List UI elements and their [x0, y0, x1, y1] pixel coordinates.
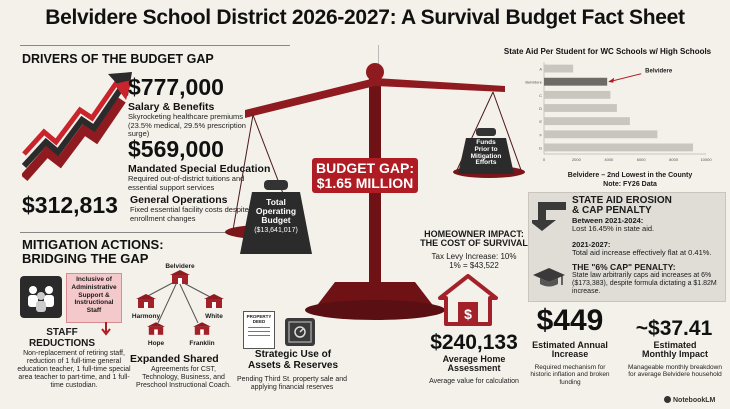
chart-tick-label: 10000 [700, 157, 712, 162]
budget-gap-line2: $1.65 MILLION [316, 174, 414, 191]
chart-category-label: Belvidere [525, 79, 542, 85]
staff-desc: Non-replacement of retiring staff, reduction of 1 full-time general education teacher, 1 full-time special area teacher to part-time, and 1 full-time custodian. [17, 350, 131, 390]
monthly-value: ~$37.41 [635, 317, 713, 340]
chart-notes [530, 172, 730, 190]
driver-operations-desc: Fixed essential facility costs despite enrollment changes [130, 205, 249, 223]
driver-salary-amount: $777,000 [128, 74, 224, 100]
erosion-p1-title: Between 2021-2024: [572, 216, 644, 225]
levy-line1: Tax Levy Increase: 10% [431, 252, 517, 261]
monthly-label-line1: Estimated [653, 340, 697, 350]
chart-notes-line1: Belvidere – 2nd Lowest in the County [567, 172, 693, 179]
footer-brand [664, 396, 715, 404]
monthly-desc: Manageable monthly breakdown for average Belvidere household [628, 364, 722, 379]
chart-bar-g [544, 143, 693, 151]
right-weight-line4: Efforts [475, 159, 497, 167]
chart-category-label: G [538, 145, 542, 151]
left-weight-value: ($13,641,017) [254, 226, 298, 234]
school-building-icon [136, 294, 156, 308]
mitigation-heading-line1: MITIGATION ACTIONS: [22, 237, 164, 252]
homeowner-heading [418, 230, 530, 249]
school-belvidere-label: Belvidere [165, 263, 195, 270]
chart-title: State Aid Per Student for WC Schools w/ High Schools [503, 47, 712, 56]
staff-title [22, 328, 102, 349]
left-weight-line1: Total [266, 197, 286, 207]
left-weight-line2: Operating [255, 205, 297, 216]
driver-salary-label: Salary & Benefits [128, 101, 215, 113]
chart-category-label: E [539, 119, 542, 125]
home-label-line1: Average Home [442, 354, 506, 364]
school-harmony [128, 294, 164, 320]
divider-top-left [20, 45, 290, 46]
house-dollar-icon [438, 274, 498, 326]
erosion-p2-desc: Total aid increase effectively flat at 0.41%. [572, 248, 712, 258]
mitigation-heading-line2: BRIDGING THE GAP [22, 250, 149, 266]
school-franklin [184, 322, 220, 347]
chart-category-label: C [539, 92, 542, 98]
school-building-icon [147, 322, 165, 335]
chart-annotation-arrow [609, 74, 641, 82]
annual-value: $449 [536, 304, 604, 337]
homeowner-heading-line1: HOMEOWNER IMPACT: [424, 229, 524, 239]
chart-tick-label: 8000 [669, 157, 679, 162]
mitigation-heading [22, 238, 164, 265]
shared-desc: Agreements for CST, Technology, Business, and Preschool Instructional Coach. [136, 366, 231, 390]
divider-mid-left [20, 232, 230, 233]
erosion-title-line2: & CAP PENALTY [572, 205, 652, 216]
right-weight-line3: Mitigation [470, 152, 502, 160]
svg-text:$: $ [464, 306, 472, 322]
staff-title-line1: STAFF [46, 327, 78, 338]
school-hope [140, 322, 172, 347]
cap-penalty [572, 263, 722, 295]
chart-tick-label: 4000 [604, 157, 614, 162]
home-desc: Average value for calculation [429, 378, 519, 385]
levy-line2: 1% = $43,522 [449, 260, 499, 270]
chart-annotation-label: Belvidere [645, 68, 673, 75]
right-weight [456, 128, 516, 174]
school-building-icon [170, 270, 190, 284]
chart-tick-label: 0 [542, 157, 546, 162]
chart-category-label: F [539, 132, 542, 138]
staff-title-line2: REDUCTIONS [28, 337, 96, 349]
chart-tick-label: 6000 [636, 157, 646, 162]
monthly-label [625, 341, 725, 360]
graduation-cap-icon [532, 266, 566, 290]
monthly-label-line2: Monthly Impact [641, 349, 708, 360]
chart-bar-e [544, 117, 630, 125]
driver-special-ed-amount: $569,000 [128, 136, 224, 162]
erosion-p2 [572, 241, 722, 258]
staff-note: Inclusive of Administrative Support & Instructional Staff [71, 276, 117, 315]
school-franklin-label: Franklin [189, 340, 215, 347]
chart-bar-belvidere [544, 78, 607, 86]
school-building-icon [204, 294, 224, 308]
driver-special-ed-label: Mandated Special Education [128, 163, 271, 175]
cap-desc: State law arbitrarily caps aid increases at 6% ($173,383), despite formula dictating a $1.82M increase. [572, 272, 717, 295]
left-weight-line3: Budget [261, 214, 291, 225]
right-weight-line1: Funds [476, 139, 496, 146]
home-label-line2: Assessment [447, 363, 501, 374]
chart-bar-c [544, 91, 610, 99]
chart-bar-a [544, 65, 573, 73]
home-label [418, 355, 530, 374]
chart-bar-d [544, 104, 617, 112]
deed-label: PROPERTY DEED [246, 314, 272, 324]
homeowner-heading-line2: THE COST OF SURVIVAL [420, 238, 528, 249]
brand-logo-icon [664, 396, 671, 403]
erosion-title [572, 196, 672, 216]
chart-bar-f [544, 130, 657, 138]
rising-arrow-icon [22, 70, 137, 185]
state-aid-chart [520, 58, 720, 168]
erosion-p1-desc: Lost 16.45% in state aid. [572, 224, 655, 234]
erosion-p2-title: 2021-2027: [572, 240, 611, 249]
erosion-title-line1: STATE AID EROSION [572, 195, 672, 206]
driver-operations-amount: $312,813 [22, 192, 118, 218]
assets-desc: Pending Third St. property sale and applying financial reserves [237, 376, 347, 392]
chart-annotation-arrowhead [608, 78, 614, 83]
annual-label-line1: Estimated Annual [532, 340, 608, 350]
levy [418, 253, 530, 271]
down-arrow-icon [532, 196, 566, 254]
staff-icon [20, 276, 62, 318]
chart-category-label: A [539, 66, 542, 72]
page-title: Belvidere School District 2026-2027: A Survival Budget Fact Sheet [45, 6, 685, 29]
chart-notes-line2: Note: FY26 Data [603, 180, 657, 188]
school-hope-label: Hope [147, 340, 165, 347]
driver-salary-desc: Skyrocketing healthcare premiums (23.5% medical, 29.5% prescription surge) [128, 112, 246, 139]
home-value: $240,133 [430, 331, 518, 354]
cap-title: THE "6% CAP" PENALTY: [572, 262, 676, 272]
school-building-icon [193, 322, 211, 335]
school-harmony-label: Harmony [131, 313, 161, 320]
driver-special-ed-desc: Required out-of-district tuitions and essential support services [128, 174, 245, 192]
driver-operations-label: General Operations [130, 194, 228, 206]
budget-gap-badge [312, 158, 418, 193]
drivers-heading: DRIVERS OF THE BUDGET GAP [22, 52, 214, 66]
assets-title: Strategic Use of Assets & Reserves [247, 349, 339, 371]
right-weight-line2: Prior to [474, 145, 498, 153]
shared-title: Expanded Shared [130, 353, 219, 365]
budget-gap-line1: BUDGET GAP: [316, 160, 414, 176]
brand-name: NotebookLM [673, 397, 716, 404]
annual-desc: Required mechanism for historic inflation and broken funding [530, 364, 610, 386]
school-white-label: White [205, 313, 223, 320]
annual-label-line2: Increase [551, 349, 589, 360]
left-weight [238, 180, 314, 254]
staff-note-box [66, 273, 122, 323]
annual-label [525, 341, 615, 360]
chart-tick-label: 2000 [571, 157, 581, 162]
chart-category-label: D [539, 105, 542, 111]
erosion-p1 [572, 217, 722, 234]
